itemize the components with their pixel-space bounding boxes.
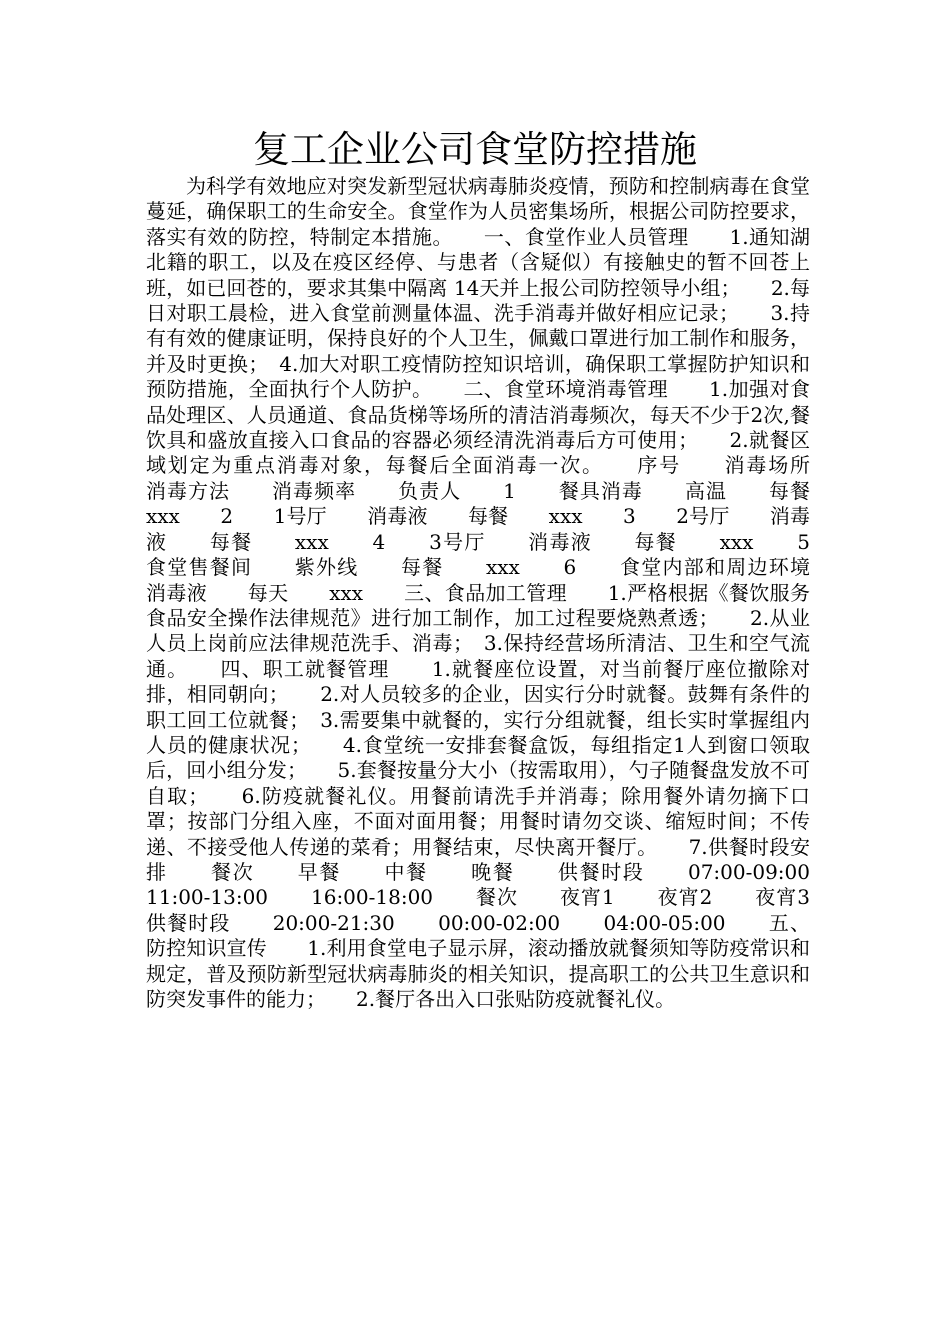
document-body: 为科学有效地应对突发新型冠状病毒肺炎疫情，预防和控制病毒在食堂蔓延，确保职工的生命安全。食堂作为人员密集场所，根据公司防控要求，落实有效的防控，特制定本措施。 一、食堂作业人员管理 1.通知湖北籍的职工，以及在疫区经停、与患者（含疑似）有接触史的暂不回苍上班，如已回苍的，要求其集中隔离 14天并上报公司防控领导小组； 2.每日对职工晨检，进入食堂前测量体温、洗手消毒并做好相应记录； 3.持有有效的健康证明，保持良好的个人卫生，佩戴口罩进行加工制作和服务，并及时更换； 4.加大对职工疫情防控知识培训，确保职工掌握防护知识和预防措施，全面执行个人防护。 二、食堂环境消毒管理 1.加强对食品处理区、人员通道、食品货梯等场所的清洁消毒频次，每天不少于2次,餐饮具和盛放直接入口食品的容器必须经清洗消毒后方可使用； 2.就餐区域划定为重点消毒对象，每餐后全面消毒一次。 序号 消毒场所 消毒方法 消毒频率 负责人 1 餐具消毒 高温 每餐 xxx 2 1号厅 消毒液 每餐 xxx 3 2号厅 消毒液 每餐 xxx 4 3号厅 消毒液 每餐 xxx 5 食堂售餐间 紫外线 每餐 xxx 6 食堂内部和周边环境 消毒液 每天 xxx 三、食品加工管理 1.严格根据《餐饮服务食品安全操作法律规范》进行加工制作，加工过程要烧熟煮透； 2.从业人员上岗前应法律规范洗手、消毒； 3.保持经营场所清洁、卫生和空气流通。 四、职工就餐管理 1.就餐座位设置，对当前餐厅座位撤除对排，相同朝向； 2.对人员较多的企业，因实行分时就餐。鼓舞有条件的职工回工位就餐； 3.需要集中就餐的，实行分组就餐，组长实时掌握组内人员的健康状况； 4.食堂统一安排套餐盒饭，每组指定1人到窗口领取后，回小组分发； 5.套餐按量分大小（按需取用），勺子随餐盘发放不可自取； 6.防疫就餐礼仪。用餐前请洗手并消毒；除用餐外请勿摘下口罩；按部门分组入座，不面对面用餐；用餐时请勿交谈、缩短时间；不传递、不接受他人传递的菜肴；用餐结束，尽快离开餐厅。 7.供餐时段安排 餐次 早餐 中餐 晚餐 供餐时段 07:00-09:00 11:00-13:00 16:00-18:00 餐次 夜宵1 夜宵2 夜宵3 供餐时段 20:00-21:30 00:00-02:00 04:00-05:00 五、防控知识宣传 1.利用食堂电子显示屏，滚动播放就餐须知等防疫常识和规定，普及预防新型冠状病毒肺炎的相关知识，提高职工的公共卫生意识和防突发事件的能力； 2.餐厅各出入口张贴防疫就餐礼仪。 bbox=[146, 174, 850, 1011]
document-title: 复工企业公司食堂防控措施 bbox=[253, 128, 697, 171]
